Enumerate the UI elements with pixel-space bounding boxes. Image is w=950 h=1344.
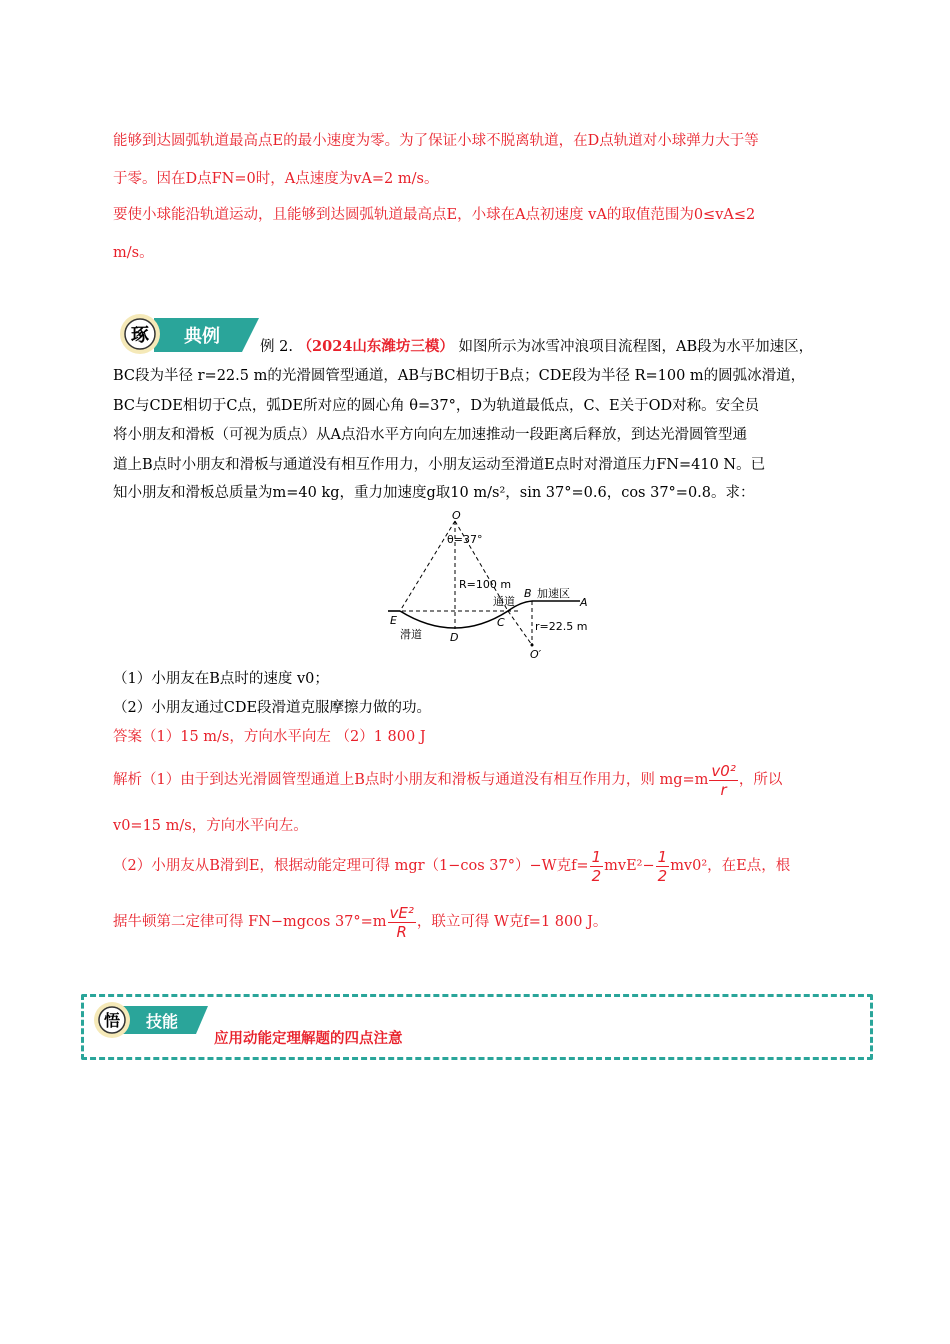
badge1-left-text: 琢 [131, 325, 149, 346]
fig-jiasu: 加速区 [537, 587, 570, 600]
fraction-vE-R [388, 904, 416, 941]
fig-O: O [452, 509, 461, 522]
analysis-4a: 据牛顿第二定律可得 FN−mgcos 37°=m [113, 914, 387, 930]
fraction-half-1: $\frac{1}{2}$ [591, 847, 602, 885]
fig-r: r=22.5 m [535, 620, 588, 633]
example-source: （2024山东潍坊三模） [297, 338, 454, 355]
fig-tongdao: 通道 [493, 595, 515, 608]
analysis-4b: ，联立可得 W克f=1 800 J。 [416, 914, 608, 930]
fraction-v0-num: v0² [711, 761, 736, 780]
fig-R: R=100 m [459, 578, 512, 591]
analysis-3c: mv0²，在E点，根 [670, 858, 791, 874]
fig-C: C [497, 616, 505, 629]
intro-line-4: m/s。 [113, 245, 154, 261]
intro-line-2: 于零。因在D点FN=0时，A点速度为vA=2 m/s。 [113, 171, 439, 187]
analysis-line-4 [113, 898, 607, 946]
example-line-6: 知小朋友和滑板总质量为m=40 kg，重力加速度g取10 m/s²，sin 37°=0.6，cos 37°=0.8。求： [113, 485, 755, 501]
analysis-line-3 [113, 842, 790, 890]
analysis-1b: ，所以 [738, 772, 783, 788]
example-line-1 [260, 337, 813, 357]
intro-line-3: 要使小球能沿轨道运动，且能够到达圆弧轨道最高点E，小球在A点初速度 vA的取值范围为0≤vA≤2 [113, 207, 756, 223]
fraction-vE-den: R [396, 922, 407, 941]
example-line-2: BC段为半径 r=22.5 m的光滑圆管型通道，AB与BC相切于B点；CDE段为半径 R=100 m的圆弧冰滑道， [113, 368, 806, 384]
fig-E: E [390, 614, 397, 627]
analysis-line-1 [113, 758, 782, 802]
fraction-half-2: $\frac{1}{2}$ [657, 847, 668, 885]
analysis-3a: （2）小朋友从B滑到E，根据动能定理可得 mgr（1−cos 37°）−W克f= [113, 858, 589, 874]
question-2: （2）小朋友通过CDE段滑道克服摩擦力做的功。 [113, 700, 432, 716]
answer-line: 答案（1）15 m/s，方向水平向左 （2）1 800 J [113, 729, 426, 745]
analysis-3b: mvE²− [604, 858, 655, 874]
example-badge-icon [114, 308, 264, 354]
skill-title: 应用动能定理解题的四点注意 [214, 1031, 403, 1047]
analysis-1a: 解析（1）由于到达光滑圆管型通道上B点时小朋友和滑板与通道没有相互作用力，则 mg=m [113, 772, 709, 788]
example-label: 例 2. [260, 339, 293, 355]
fig-O-prime: O′ [530, 648, 542, 660]
badge1-right-text: 典例 [184, 326, 220, 347]
fraction-v0-r [709, 762, 737, 799]
example-line-4: 将小朋友和滑板（可视为质点）从A点沿水平方向向左加速推动一段距离后释放，到达光滑圆管型通 [113, 427, 747, 443]
skill-badge-icon [92, 1000, 212, 1040]
fig-theta: θ=37° [447, 533, 483, 546]
example-line-3: BC与CDE相切于C点，弧DE所对应的圆心角 θ=37°，D为轨道最低点，C、E关于OD对称。安全员 [113, 398, 760, 414]
analysis-line-2: v0=15 m/s，方向水平向左。 [113, 818, 308, 834]
question-1: （1）小朋友在B点时的速度 v0； [113, 671, 329, 687]
fraction-v0-den: r [720, 780, 727, 799]
badge2-left-text: 悟 [103, 1011, 121, 1030]
fraction-vE-num: vE² [389, 903, 414, 922]
example-line-1-text: 如图所示为冰雪冲浪项目流程图，AB段为水平加速区， [458, 339, 814, 355]
badge2-right-text: 技能 [145, 1012, 179, 1031]
fig-A: A [580, 596, 588, 609]
fig-huadao: 滑道 [400, 628, 422, 641]
fig-B: B [524, 587, 532, 600]
intro-line-1: 能够到达圆弧轨道最高点E的最小速度为零。为了保证小球不脱离轨道，在D点轨道对小球弹力大于等 [113, 133, 759, 149]
example-line-5: 道上B点时小朋友和滑板与通道没有相互作用力，小朋友运动至滑道E点时对滑道压力FN=410 N。已 [113, 457, 766, 473]
track-diagram [380, 505, 600, 660]
fig-D: D [450, 631, 459, 644]
